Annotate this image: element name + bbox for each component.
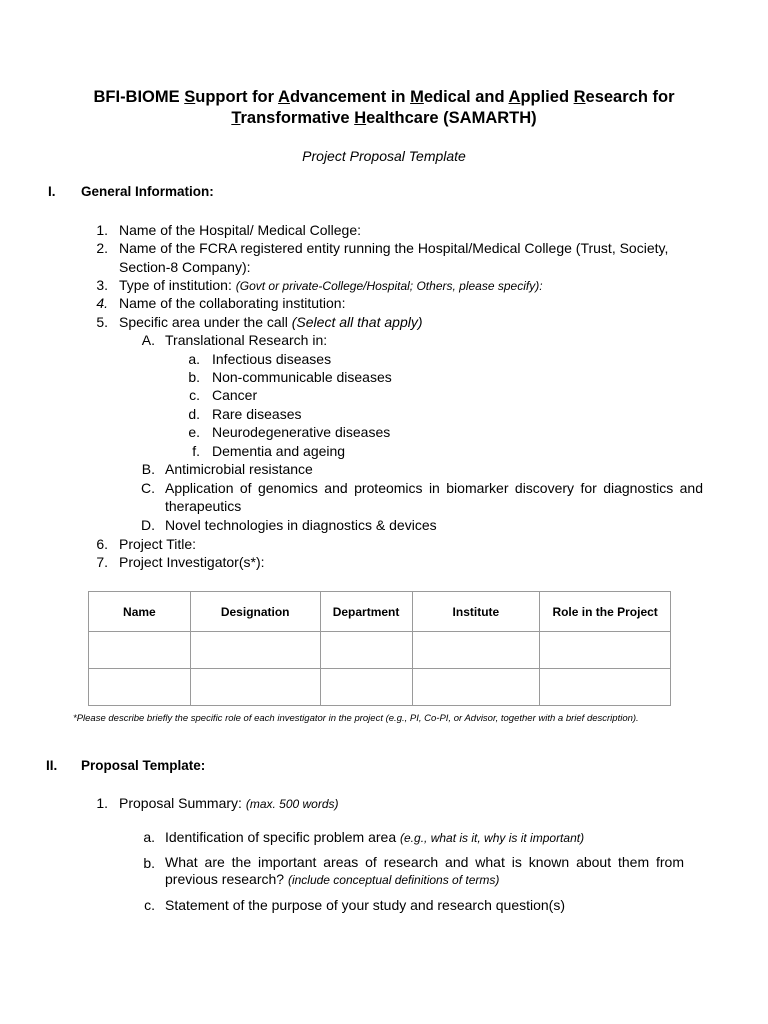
item-text: What are the important areas of research and what is known about them from previous research?: [165, 854, 684, 887]
item-specific-area: [119, 313, 423, 331]
subitem-problem-area: [165, 828, 584, 847]
header-department: Department: [320, 592, 412, 632]
section-number: I.: [48, 184, 56, 199]
title-cap-m: M: [410, 88, 424, 106]
item-number: 5.: [96, 314, 108, 330]
item-project-title: Project Title:: [119, 536, 197, 552]
area-letter: B.: [141, 461, 155, 477]
title-prefix: BFI-BIOME: [93, 88, 185, 106]
subarea-ncd: Non-communicable diseases: [212, 369, 392, 385]
table-cell[interactable]: [190, 669, 320, 706]
item-number: 2.: [96, 240, 108, 256]
item-number: 7.: [96, 554, 108, 570]
table-header-row: [89, 592, 671, 632]
area-amr: Antimicrobial resistance: [165, 461, 313, 477]
item-institution-type: [119, 276, 543, 295]
table-cell[interactable]: [412, 669, 540, 706]
title-line-2: [40, 108, 728, 129]
document-subtitle: Project Proposal Template: [302, 148, 466, 164]
title-cap-r: R: [573, 88, 586, 106]
subarea-rare: Rare diseases: [212, 406, 302, 422]
item-text: Proposal Summary:: [119, 795, 246, 811]
title-suffix: (SAMARTH): [438, 109, 537, 127]
table-cell[interactable]: [320, 632, 412, 669]
subarea-dementia: Dementia and ageing: [212, 443, 346, 459]
item-collaborating-institution: Name of the collaborating institution:: [119, 295, 346, 311]
item-project-investigators: Project Investigator(s*):: [119, 554, 265, 570]
item-number: 6.: [96, 536, 108, 552]
subarea-letter: e.: [188, 424, 200, 440]
header-role: Role in the Project: [540, 592, 671, 632]
section-number: II.: [46, 758, 58, 773]
item-number: 4.: [96, 295, 108, 311]
subarea-letter: f.: [192, 443, 200, 459]
item-note: (Select all that apply): [291, 314, 423, 330]
title-word: pplied: [520, 88, 574, 106]
title-word: upport for: [195, 88, 279, 106]
item-text: Specific area under the call: [119, 314, 292, 330]
table-footnote: *Please describe briefly the specific role of each investigator in the project (e.g., PI, Co-PI, or Advisor, together with a brief description).: [73, 713, 639, 724]
section-heading: General Information:: [81, 184, 214, 199]
table-cell[interactable]: [412, 632, 540, 669]
title-cap-a2: A: [508, 88, 521, 106]
item-text: Identification of specific problem area: [165, 829, 401, 845]
title-cap-h: H: [354, 109, 367, 127]
table-cell[interactable]: [320, 669, 412, 706]
area-translational: Translational Research in:: [165, 332, 328, 348]
title-cap-a: A: [278, 88, 290, 106]
header-name: Name: [89, 592, 191, 632]
area-novel-tech: Novel technologies in diagnostics & devices: [165, 517, 437, 533]
header-designation: Designation: [190, 592, 320, 632]
title-line-1: [40, 87, 728, 108]
item-fcra-entity: Name of the FCRA registered entity running the Hospital/Medical College (Trust, Society,: [119, 240, 669, 256]
subitem-research-areas: [165, 854, 684, 889]
table-cell[interactable]: [540, 632, 671, 669]
subitem-letter: a.: [143, 829, 155, 845]
area-letter: C.: [141, 480, 155, 496]
item-number: 1.: [96, 795, 108, 811]
item-note: (include conceptual definitions of terms): [287, 873, 500, 887]
document-title: [40, 87, 728, 129]
subarea-neuro: Neurodegenerative diseases: [212, 424, 391, 440]
subitem-purpose: Statement of the purpose of your study and research question(s): [165, 897, 566, 913]
title-word: ransformative: [240, 109, 355, 127]
section-heading: Proposal Template:: [81, 758, 206, 773]
subitem-letter: b.: [143, 855, 155, 871]
area-letter: D.: [141, 517, 155, 533]
table-cell[interactable]: [190, 632, 320, 669]
item-fcra-entity-cont: Section-8 Company):: [119, 259, 251, 275]
subarea-letter: c.: [189, 387, 200, 403]
subarea-infectious: Infectious diseases: [212, 351, 332, 367]
area-letter: A.: [141, 332, 155, 348]
investigator-table: [88, 591, 671, 706]
title-word: edical and: [423, 88, 509, 106]
item-text: Type of institution:: [119, 277, 236, 293]
item-note: (max. 500 words): [245, 797, 339, 811]
item-hospital-name: Name of the Hospital/ Medical College:: [119, 222, 362, 238]
title-word: esearch for: [585, 88, 675, 106]
subarea-letter: a.: [188, 351, 200, 367]
table-cell[interactable]: [540, 669, 671, 706]
title-word: ealthcare: [366, 109, 439, 127]
subarea-cancer: Cancer: [212, 387, 258, 403]
item-number: 1.: [96, 222, 108, 238]
item-note: (e.g., what is it, why is it important): [400, 831, 585, 845]
header-institute: Institute: [412, 592, 540, 632]
item-proposal-summary: [119, 794, 339, 813]
table-row: [89, 669, 671, 706]
table-cell[interactable]: [89, 669, 191, 706]
subarea-letter: b.: [188, 369, 200, 385]
title-cap-s: S: [184, 88, 196, 106]
table-cell[interactable]: [89, 632, 191, 669]
title-word: dvancement in: [289, 88, 411, 106]
title-cap-t: T: [231, 109, 241, 127]
item-note: (Govt or private-College/Hospital; Others, please specify):: [235, 279, 543, 293]
item-number: 3.: [96, 277, 108, 293]
subarea-letter: d.: [188, 406, 200, 422]
subitem-letter: c.: [144, 897, 155, 913]
table-row: [89, 632, 671, 669]
area-genomics: Application of genomics and proteomics in biomarker discovery for diagnostics and therapeutics: [165, 480, 703, 514]
